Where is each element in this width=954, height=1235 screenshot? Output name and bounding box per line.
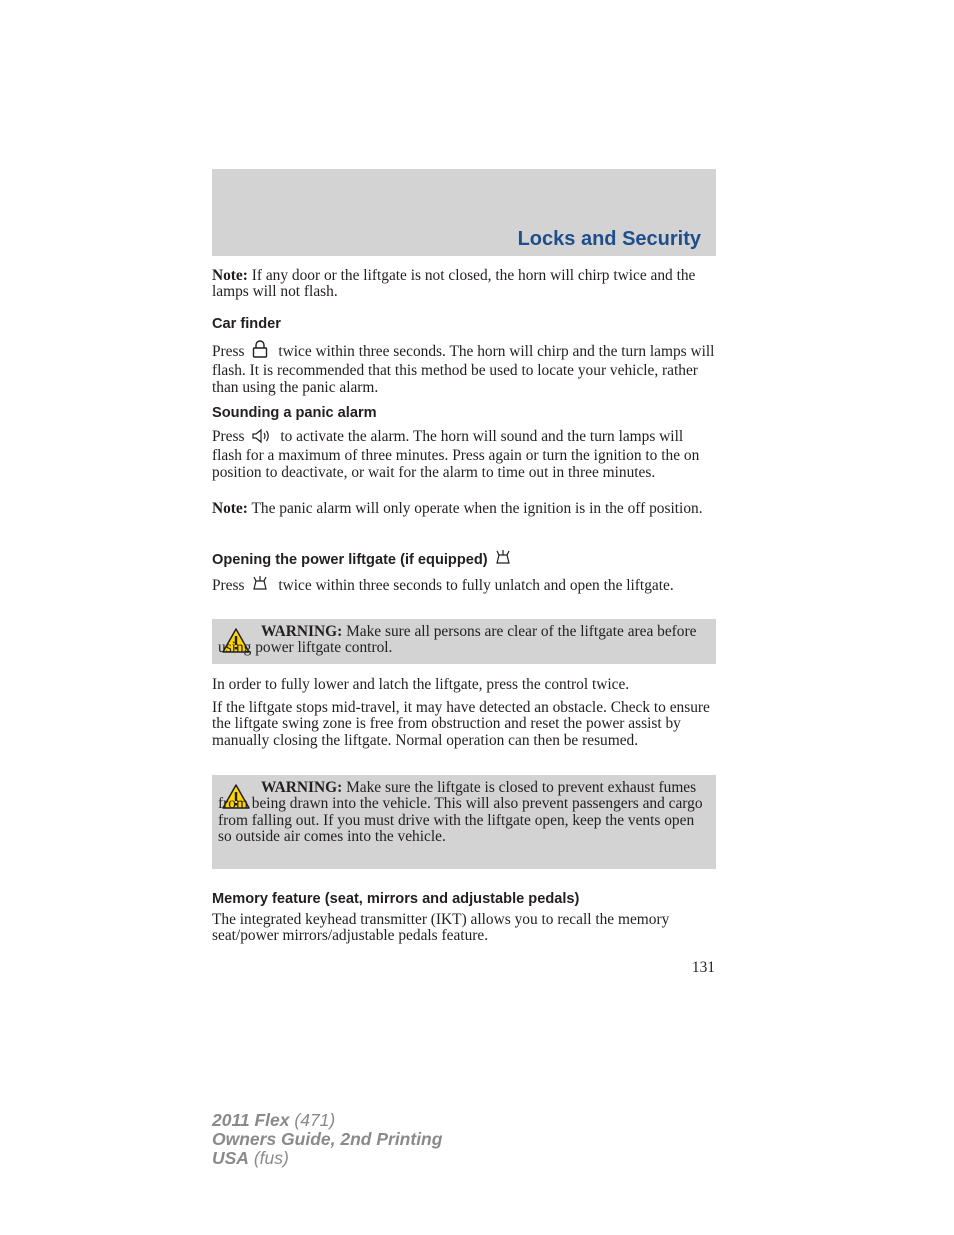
warning-box-exhaust: [212, 775, 716, 869]
memory-heading: Memory feature (seat, mirrors and adjustable pedals): [212, 891, 580, 907]
panic-heading: Sounding a panic alarm: [212, 405, 377, 421]
car-finder-section: [212, 315, 716, 333]
liftgate-icon: [251, 575, 269, 597]
panic-note: [212, 501, 716, 517]
panic-horn-icon: [251, 428, 271, 448]
memory-section: [212, 890, 716, 908]
panic-text: to activate the alarm. The horn will sound and the turn lamps will flash for a maximum of three minutes. Press again or turn the ignition to the on position to deactivate, or wait for the alarm to time out in three minutes.: [212, 428, 700, 481]
liftgate-section: [212, 549, 716, 572]
press-text: Press: [212, 343, 245, 360]
footer-market: USA: [212, 1148, 249, 1168]
note-text: If any door or the liftgate is not closed, the horn will chirp twice and the lamps will not flash.: [212, 267, 696, 301]
memory-body: The integrated keyhead transmitter (IKT) allows you to recall the memory seat/power mirrors/adjustable pedals feature.: [212, 911, 670, 945]
warning-text: Make sure all persons are clear of the liftgate area before using power liftgate control.: [218, 623, 697, 657]
section-header-band: [212, 169, 716, 256]
note-door-open: [212, 268, 716, 301]
section-title: Locks and Security: [517, 228, 701, 250]
lower-liftgate-paragraph: In order to fully lower and latch the liftgate, press the control twice.: [212, 676, 630, 693]
liftgate-text: twice within three seconds to fully unlatch and open the liftgate.: [274, 577, 674, 594]
panic-section: [212, 404, 716, 422]
footer-model: 2011 Flex: [212, 1110, 290, 1130]
note-label: Note:: [212, 500, 248, 517]
liftgate-body: [212, 575, 716, 597]
page-number: 131: [691, 959, 715, 976]
press-text: Press: [212, 428, 245, 445]
footer-model-code: (471): [289, 1110, 336, 1130]
liftgate-heading: Opening the power liftgate (if equipped): [212, 552, 488, 568]
liftgate-icon: [494, 549, 512, 572]
warning-text: Make sure the liftgate is closed to prevent exhaust fumes from being drawn into the vehicle. This will also prevent passengers and cargo from falling out. If you must drive with the liftgate open, keep the vents open so outside air comes into the vehicle.: [218, 779, 703, 846]
footer-guide-title: Owners Guide, 2nd Printing: [212, 1129, 443, 1149]
footer-market-code: (fus): [248, 1148, 289, 1168]
liftgate-stop-paragraph: If the liftgate stops mid-travel, it may have detected an obstacle. Check to ensure the liftgate swing zone is free from obstruction and reset the power assist by manually closing the liftgate. Normal operation can then be resumed.: [212, 699, 710, 749]
panic-body: [212, 428, 716, 481]
car-finder-heading: Car finder: [212, 316, 281, 332]
press-text: Press: [212, 577, 245, 594]
warning-label: WARNING:: [261, 623, 343, 640]
car-finder-body: [212, 339, 716, 396]
warning-label: WARNING:: [261, 779, 343, 796]
lock-icon: [251, 339, 269, 363]
document-footer: [212, 1111, 442, 1168]
warning-box-persons-clear: [212, 619, 716, 664]
note-label: Note:: [212, 267, 248, 284]
note-text: The panic alarm will only operate when the ignition is in the off position.: [247, 500, 703, 517]
car-finder-text: twice within three seconds. The horn will chirp and the turn lamps will flash. It is recommended that this method be used to locate your vehicle, rather than using the panic alarm.: [212, 343, 715, 396]
